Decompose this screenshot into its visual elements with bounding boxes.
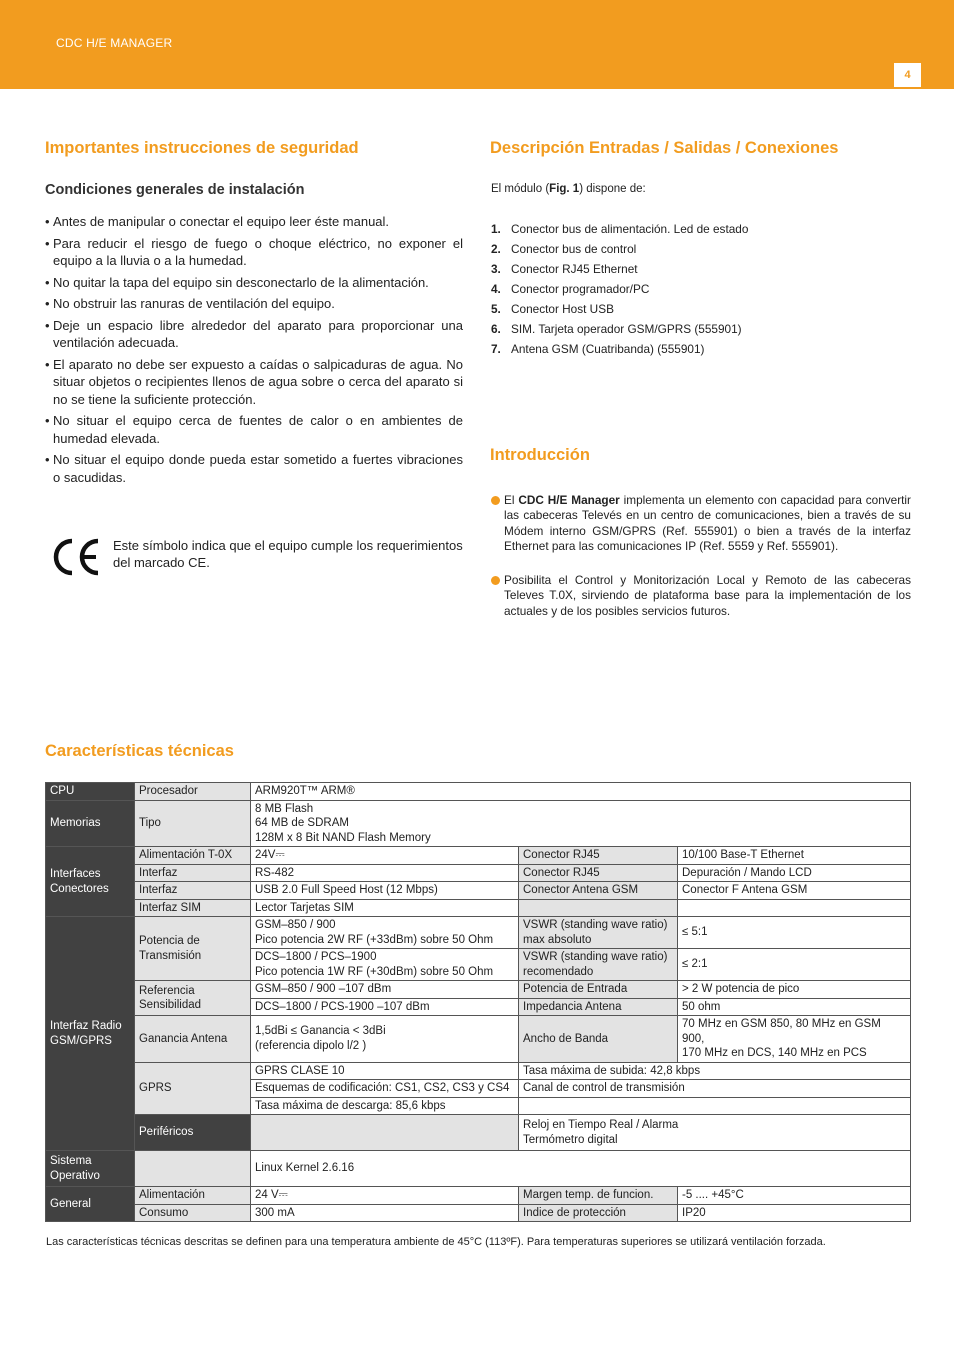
table-row: DCS–1800 / PCS-1900 –107 dBm Impedancia Antena 50 ohm <box>46 998 911 1016</box>
table-row: General Alimentación 24 V⎓ Margen temp. de funcion. -5 .... +45°C <box>46 1187 911 1205</box>
list-item: • Deje un espacio libre alrededor del aparato para proporcionar una ventilación adecuada. <box>45 317 463 352</box>
specs-table <box>45 782 911 1222</box>
table-row: Periféricos Reloj en Tiempo Real / Alarma Termómetro digital <box>46 1115 911 1151</box>
list-item: • Para reducir el riesgo de fuego o choque eléctrico, no exponer el equipo a la lluvia o a la humedad. <box>45 235 463 270</box>
io-intro: El módulo (Fig. 1) dispone de: <box>491 183 646 195</box>
table-row: Interfaces Conectores Alimentación T-0X 24V⎓ Conector RJ45 10/100 Base-T Ethernet <box>46 847 911 865</box>
table-row: Interfaz SIM Lector Tarjetas SIM <box>46 899 911 917</box>
io-title: Descripción Entradas / Salidas / Conexiones <box>490 139 839 157</box>
connector-list <box>491 222 748 362</box>
list-item: • No situar el equipo donde pueda estar sometido a fuertes vibraciones o sacudidas. <box>45 451 463 486</box>
table-row: Consumo 300 mA Indice de protección IP20 <box>46 1204 911 1222</box>
list-item: • No quitar la tapa del equipo sin desconectarlo de la alimentación. <box>45 274 463 291</box>
table-row: Memorias Tipo 8 MB Flash 64 MB de SDRAM 128M x 8 Bit NAND Flash Memory <box>46 800 911 847</box>
header-title: CDC H/E MANAGER <box>56 36 173 50</box>
table-row: DCS–1800 / PCS–1900 Pico potencia 1W RF (+30dBm) sobre 50 Ohm VSWR (standing wave ratio) recomendado ≤ 2:1 <box>46 949 911 981</box>
list-item: 3. Conector RJ45 Ethernet <box>491 262 638 276</box>
safety-title: Importantes instrucciones de seguridad <box>45 139 359 157</box>
list-item: 4. Conector programador/PC <box>491 282 650 296</box>
specs-footnote: Las características técnicas descritas se definen para una temperatura ambiente de 45°C (113ºF). Para temperaturas superiores se utilizará ventilación forzada. <box>46 1236 826 1248</box>
safety-subtitle: Condiciones generales de instalación <box>45 182 305 198</box>
table-row: GPRS GPRS CLASE 10 Tasa máxima de subida: 42,8 kbps <box>46 1062 911 1080</box>
table-row: Referencia Sensibilidad GSM–850 / 900 –107 dBm Potencia de Entrada > 2 W potencia de pico <box>46 981 911 999</box>
list-item: • Antes de manipular o conectar el equipo leer éste manual. <box>45 213 463 230</box>
safety-list <box>45 213 463 490</box>
table-row: Interfaz Radio GSM/GPRS Potencia de Transmisión GSM–850 / 900 Pico potencia 2W RF (+33dBm) sobre 50 Ohm VSWR (standing wave ratio) max absoluto ≤ 5:1 <box>46 917 911 949</box>
intro-paragraph-1: El CDC H/E Manager implementa un elemento con capacidad para convertir las cabeceras Televés en un centro de comunicaciones, bien a través de su Módem interno GSM/GPRS (Ref. 555901) o bien a través de la interfaz Ethernet para las comunicaciones IP (Ref. 5559 y Ref. 555901). <box>491 493 911 555</box>
table-row: CPU Procesador ARM920T™ ARM® <box>46 783 911 801</box>
list-item: 1. Conector bus de alimentación. Led de estado <box>491 222 749 236</box>
table-row: Sistema Operativo Linux Kernel 2.6.16 <box>46 1151 911 1187</box>
specs-title: Características técnicas <box>45 742 234 760</box>
table-row: Esquemas de codificación: CS1, CS2, CS3 y CS4 Canal de control de transmisión <box>46 1080 911 1098</box>
intro-paragraph-2: Posibilita el Control y Monitorización Local y Remoto de las cabeceras Televes T.0X, sirviendo de plataforma base para la implementación de los actuales y de los posibles servicios futuros. <box>491 573 911 619</box>
table-row: Tasa máxima de descarga: 85,6 kbps <box>46 1097 911 1115</box>
list-item: 7. Antena GSM (Cuatribanda) (555901) <box>491 342 705 356</box>
page-header <box>0 0 954 89</box>
bullet-dot-icon <box>491 576 500 585</box>
list-item: • No situar el equipo cerca de fuentes de calor o en ambientes de humedad elevada. <box>45 412 463 447</box>
intro-title: Introducción <box>490 446 590 464</box>
ce-description: Este símbolo indica que el equipo cumple los requerimientos del marcado CE. <box>113 538 463 570</box>
list-item: 5. Conector Host USB <box>491 302 614 316</box>
ce-mark-icon <box>50 537 102 577</box>
table-row: Interfaz USB 2.0 Full Speed Host (12 Mbps) Conector Antena GSM Conector F Antena GSM <box>46 882 911 900</box>
list-item: 2. Conector bus de control <box>491 242 637 256</box>
list-item: • El aparato no debe ser expuesto a caídas o salpicaduras de agua. No situar objetos o recipientes llenos de agua sobre o cerca del aparato si no se tiene la suficiente protección. <box>45 356 463 408</box>
table-row: Ganancia Antena 1,5dBi ≤ Ganancia < 3dBi (referencia dipolo l/2 ) Ancho de Banda 70 MHz en GSM 850, 80 MHz en GSM 900, 170 MHz en DCS, 140 MHz en PCS <box>46 1016 911 1063</box>
list-item: 6. SIM. Tarjeta operador GSM/GPRS (555901) <box>491 322 742 336</box>
table-row: Interfaz RS-482 Conector RJ45 Depuración / Mando LCD <box>46 864 911 882</box>
page-number: 4 <box>894 63 921 87</box>
list-item: • No obstruir las ranuras de ventilación del equipo. <box>45 295 463 312</box>
bullet-dot-icon <box>491 496 500 505</box>
